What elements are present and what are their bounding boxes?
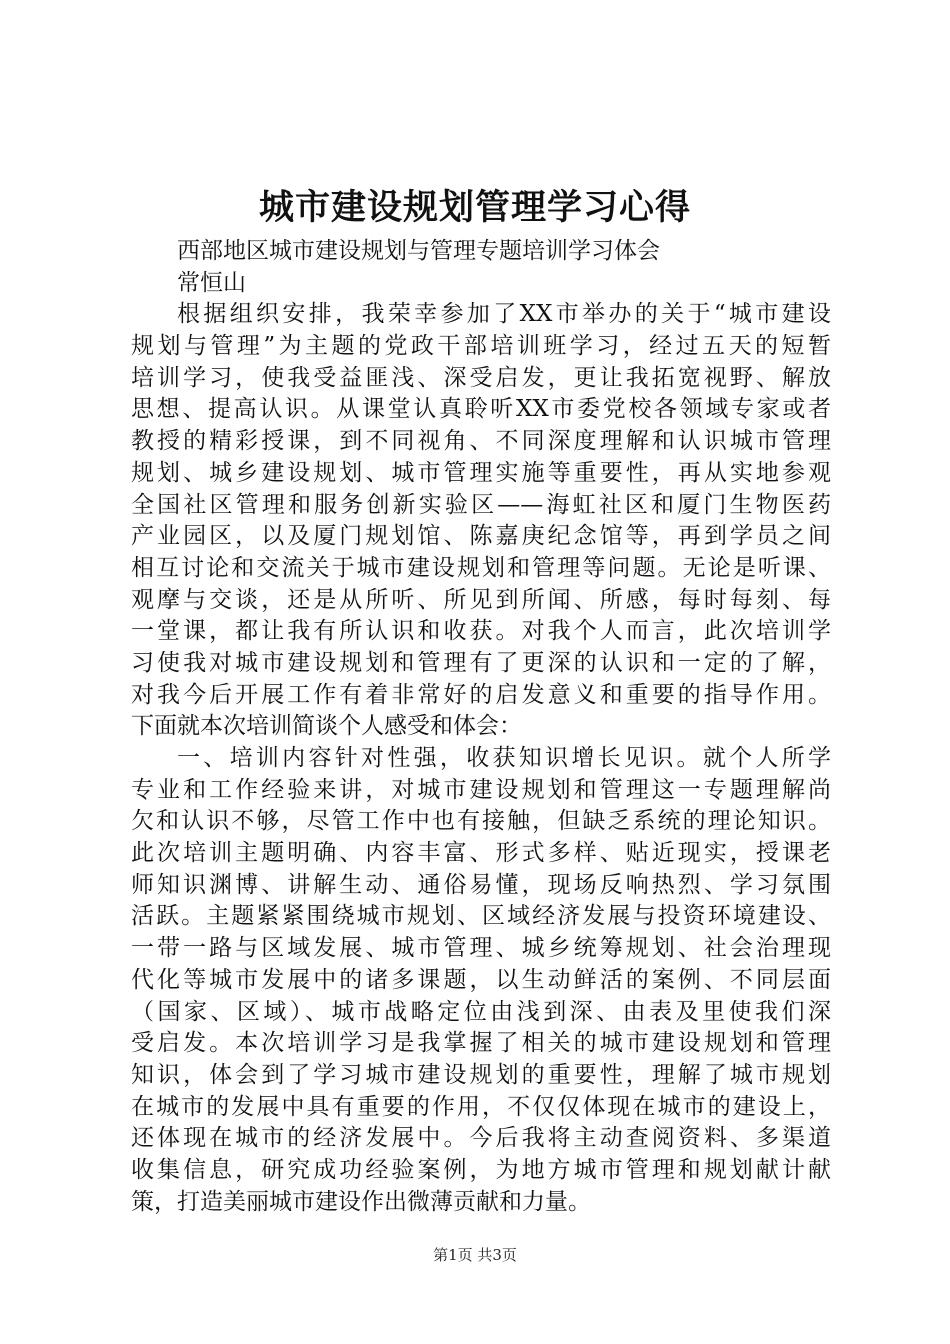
paragraph-line: 知识，体会到了学习城市建设规划的重要性，理解了城市规划 (131, 1061, 831, 1088)
paragraph-line: 相互讨论和交流关于城市建设规划和管理等问题。无论是听课、 (131, 554, 831, 581)
paragraph-line: 对我今后开展工作有着非常好的启发意义和重要的指导作用。 (131, 681, 831, 708)
paragraph-intro (131, 299, 831, 743)
paragraph-line: 一堂课，都让我有所认识和收获。对我个人而言，此次培训学 (131, 618, 831, 645)
paragraph-line: 规划与管理”为主题的党政干部培训班学习，经过五天的短暂 (131, 333, 831, 360)
paragraph-line: 思想、提高认识。从课堂认真聆听XX市委党校各领域专家或者 (131, 396, 831, 423)
paragraph-line: （国家、区域）、城市战略定位由浅到深、由表及里使我们深 (131, 998, 831, 1025)
document-title: 城市建设规划管理学习心得 (258, 187, 691, 228)
paragraph-line: 在城市的发展中具有重要的作用，不仅仅体现在城市的建设上， (131, 1093, 831, 1120)
paragraph-line: 收集信息，研究成功经验案例，为地方城市管理和规划献计献 (131, 1156, 831, 1183)
paragraph-line: 规划、城乡建设规划、城市管理实施等重要性，再从实地参观 (131, 459, 831, 486)
paragraph-line: 一带一路与区域发展、城市管理、城乡统筹规划、社会治理现 (131, 935, 831, 962)
paragraph-line: 观摩与交谈，还是从所听、所见到所闻、所感，每时每刻、每 (131, 586, 831, 613)
paragraph-line: 师知识渊博、讲解生动、通俗易懂，现场反响热烈、学习氛围 (131, 871, 831, 898)
paragraph-section-one (131, 743, 831, 1218)
author-line: 常恒山 (177, 269, 246, 296)
paragraph-line: 还体现在城市的经济发展中。今后我将主动查阅资料、多渠道 (131, 1125, 831, 1152)
page-number-footer: 第1页 共3页 (433, 1246, 517, 1264)
paragraph-line: 策，打造美丽城市建设作出微薄贡献和力量。 (131, 1188, 591, 1215)
paragraph-line: 产业园区，以及厦门规划馆、陈嘉庚纪念馆等，再到学员之间 (131, 523, 831, 550)
paragraph-line: 此次培训主题明确、内容丰富、形式多样、贴近现实，授课老 (131, 840, 831, 867)
paragraph-line: 培训学习，使我受益匪浅、深受启发，更让我拓宽视野、解放 (131, 364, 831, 391)
paragraph-line: 根据组织安排，我荣幸参加了XX市举办的关于“城市建设 (177, 301, 831, 328)
paragraph-line: 下面就本次培训简谈个人感受和体会： (131, 713, 522, 740)
document-body (131, 236, 831, 1218)
paragraph-line: 受启发。本次培训学习是我掌握了相关的城市建设规划和管理 (131, 1030, 831, 1057)
paragraph-line: 全国社区管理和服务创新实验区——海虹社区和厦门生物医药 (131, 491, 831, 518)
paragraph-line: 代化等城市发展中的诸多课题，以生动鲜活的案例、不同层面 (131, 966, 831, 993)
paragraph-line: 活跃。主题紧紧围绕城市规划、区域经济发展与投资环境建设、 (131, 903, 831, 930)
paragraph-line: 一、培训内容针对性强，收获知识增长见识。就个人所学 (177, 745, 831, 771)
paragraph-line: 专业和工作经验来讲，对城市建设规划和管理这一专题理解尚 (131, 776, 831, 803)
paragraph-line: 习使我对城市建设规划和管理有了更深的认识和一定的了解， (131, 649, 831, 676)
paragraph-line: 欠和认识不够，尽管工作中也有接触，但缺乏系统的理论知识。 (131, 808, 831, 835)
paragraph-line: 教授的精彩授课，到不同视角、不同深度理解和认识城市管理 (131, 428, 831, 455)
subtitle-line: 西部地区城市建设规划与管理专题培训学习体会 (177, 238, 660, 264)
